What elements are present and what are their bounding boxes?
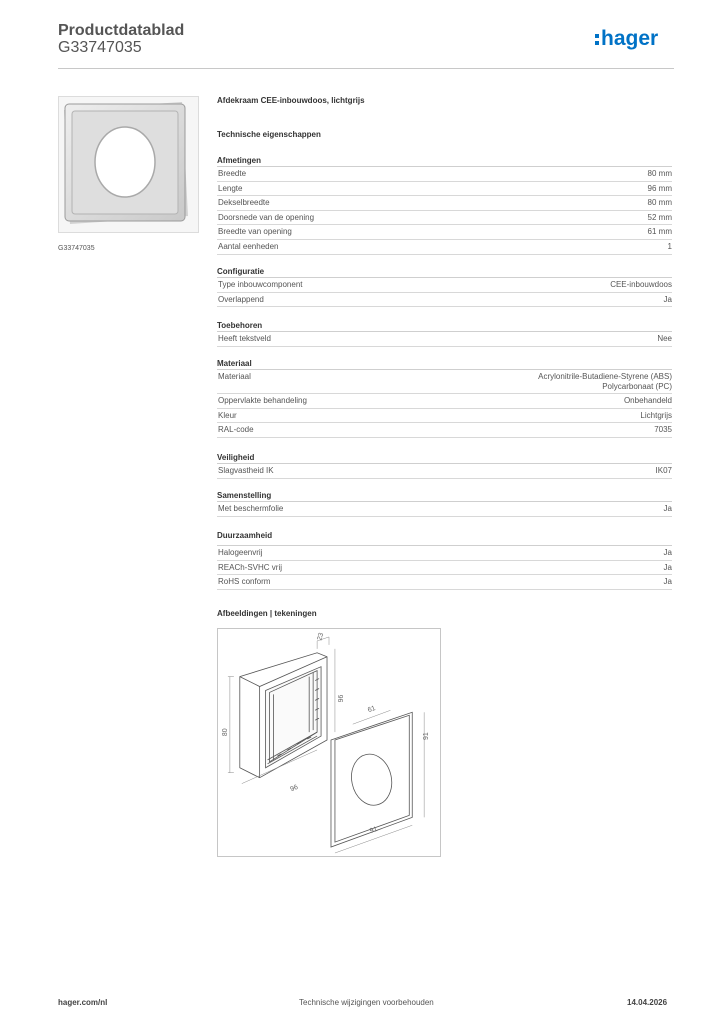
technical-drawing: [217, 628, 441, 857]
spec-row: [217, 240, 672, 255]
dim-box-depth-label: 96: [337, 694, 345, 703]
spec-value: 80 mm: [647, 169, 672, 178]
header-divider: [58, 68, 674, 69]
spec-label: Met beschermfolie: [218, 504, 284, 513]
spec-row: [217, 423, 672, 438]
spec-value: 7035: [654, 425, 672, 435]
spec-value: 52 mm: [647, 212, 672, 222]
spec-row: [217, 409, 672, 424]
spec-value: 96 mm: [647, 183, 672, 193]
spec-label: Breedte van opening: [218, 227, 292, 237]
spec-value: Lichtgrijs: [640, 410, 672, 420]
spec-label: RoHS conform: [218, 577, 271, 587]
section-title: Afmetingen: [217, 155, 672, 167]
section-title: Toebehoren: [217, 320, 672, 332]
spec-value: Acrylonitrile-Butadiene-Styrene (ABS): [538, 372, 672, 381]
spec-label: Materiaal: [218, 372, 251, 381]
spec-row: [217, 225, 672, 240]
photo-caption: G33747035: [58, 245, 95, 252]
spec-label: Heeft tekstveld: [218, 334, 271, 343]
dim-frame-height-label: 91: [423, 732, 431, 741]
spec-value: IK07: [655, 466, 672, 475]
section-title: Veiligheid: [217, 452, 672, 464]
product-code: G33747035: [58, 39, 142, 56]
footer-date: 14.04.2026: [627, 998, 668, 1007]
spec-value: 1: [667, 241, 672, 251]
spec-row: [217, 464, 672, 479]
spec-label: Oppervlakte behandeling: [218, 396, 307, 405]
dim-box-height-label: 80: [221, 728, 229, 737]
spec-value: Ja: [663, 562, 672, 572]
footer-website[interactable]: hager.com/nl: [58, 998, 108, 1007]
section-title: Configuratie: [217, 266, 672, 278]
footer-disclaimer: Technische wijzigingen voorbehouden: [299, 998, 434, 1007]
section-safety: [217, 452, 672, 479]
spec-label: Aantal eenheden: [218, 241, 279, 251]
dim-frame-width-label: 91: [368, 825, 379, 836]
spec-row: [217, 502, 672, 517]
spec-value-group: [538, 372, 672, 391]
section-dimensions: [217, 155, 672, 255]
spec-label: REACh-SVHC vrij: [218, 562, 283, 572]
section-accessories: [217, 320, 672, 347]
spec-label: Lengte: [218, 183, 243, 193]
spec-row: [217, 332, 672, 347]
figures-heading: Afbeeldingen | tekeningen: [217, 609, 317, 618]
spec-row: [217, 167, 672, 182]
section-title: Samenstelling: [217, 490, 672, 502]
product-name: Afdekraam CEE-inbouwdoos, lichtgrijs: [217, 96, 365, 105]
spec-row: [217, 394, 672, 409]
spec-row: [217, 575, 672, 590]
spec-value: Ja: [663, 294, 672, 304]
section-title: Duurzaamheid: [217, 530, 672, 546]
spec-value: 61 mm: [647, 227, 672, 237]
page-title: Productdatablad: [58, 22, 185, 39]
spec-label: Overlappend: [218, 294, 264, 304]
spec-row: [217, 196, 672, 211]
spec-value: Ja: [663, 577, 672, 587]
spec-row: [217, 370, 672, 394]
product-photo: [58, 96, 199, 233]
logo-dot-bottom: [595, 41, 599, 45]
spec-label: Type inbouwcomponent: [218, 280, 303, 289]
dim-box-width-label: 96: [289, 783, 300, 794]
spec-value: 80 mm: [647, 198, 672, 208]
logo-dot-top: [595, 34, 599, 38]
spec-label: Dekselbreedte: [218, 198, 270, 208]
spec-label: Doorsnede van de opening: [218, 212, 315, 222]
spec-value: Ja: [663, 504, 672, 513]
section-material: [217, 358, 672, 438]
spec-row: [217, 546, 672, 561]
spec-row: [217, 278, 672, 293]
section-composition: [217, 490, 672, 517]
spec-row: [217, 561, 672, 576]
spec-label: Kleur: [218, 410, 237, 420]
section-sustainability: [217, 530, 672, 590]
spec-value-secondary: Polycarbonaat (PC): [602, 381, 672, 391]
spec-row: [217, 182, 672, 197]
spec-value: Onbehandeld: [623, 396, 672, 405]
spec-label: Halogeenvrij: [218, 548, 263, 557]
spec-value: Ja: [663, 548, 672, 557]
spec-value: Nee: [657, 334, 672, 343]
dim-depth-label: 23: [316, 632, 326, 642]
spec-label: Breedte: [218, 169, 247, 178]
spec-row: [217, 293, 672, 308]
spec-label: RAL-code: [218, 425, 254, 435]
hager-logo: [594, 26, 674, 52]
section-title: Materiaal: [217, 358, 672, 370]
dim-opening-label: 61: [366, 704, 377, 715]
box-drawing: [240, 653, 327, 778]
spec-label: Slagvastheid IK: [218, 466, 274, 475]
section-configuration: [217, 266, 672, 307]
spec-row: [217, 211, 672, 226]
spec-value: CEE-inbouwdoos: [610, 280, 672, 289]
logo-text: hager: [601, 27, 659, 50]
technical-properties-heading: Technische eigenschappen: [217, 130, 321, 139]
